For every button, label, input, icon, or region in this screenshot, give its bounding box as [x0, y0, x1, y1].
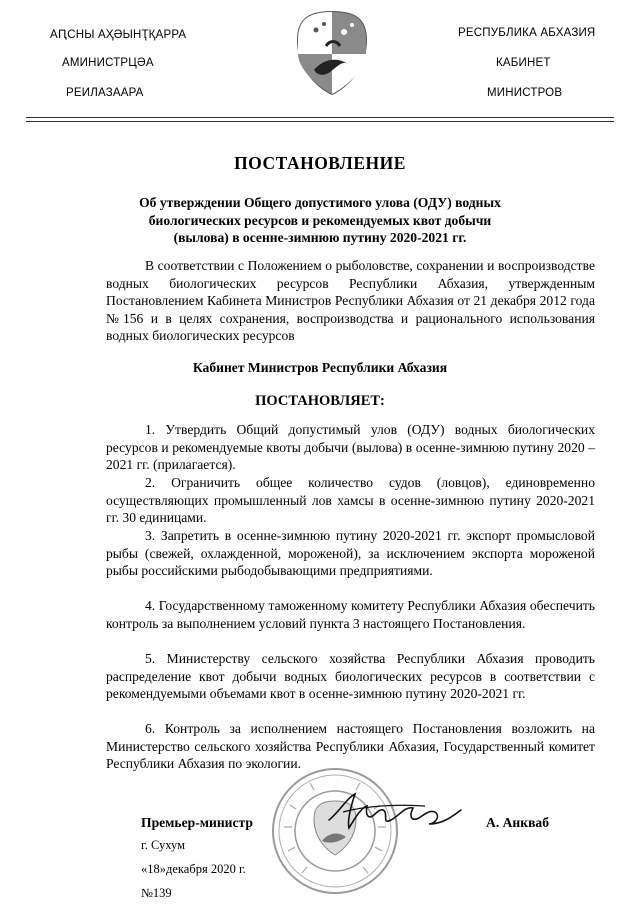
header-left-line-1: АԤСНЫ АҲӘЫНҬҚАРРА — [50, 29, 187, 41]
header-divider-thin — [26, 121, 614, 122]
handwritten-signature-icon — [325, 790, 465, 836]
document-date: «18»декабря 2020 г. — [141, 862, 246, 876]
header-right-line-1: РЕСПУБЛИКА АБХАЗИЯ — [458, 27, 596, 39]
subject-line-1: Об утверждении Общего допустимого улова (ОДУ) водных — [139, 195, 501, 210]
resolution-item-3: 3. Запретить в осенне-зимнюю путину 2020-2021 гг. экспорт промысловой рыбы (свежей, охлажденной, мороженой), за исключением экспорта мороженой рыбы российскими рыбодобывающими предприятиями. — [106, 528, 595, 578]
document-subject — [100, 194, 540, 247]
document-place: г. Сухум — [141, 838, 186, 852]
resolution-item-2: 2. Ограничить общее количество судов (ловцов), единовременно осуществляющих промышленный лов хамсы в осенне-зимнюю путину 2020-2021 гг. 30 единицами. — [106, 475, 595, 525]
resolves-heading: ПОСТАНОВЛЯЕТ: — [255, 393, 385, 409]
resolution-item-6: 6. Контроль за исполнением настоящего Постановления возложить на Министерство сельского хозяйства Республики Абхазия, Государственный комитет Республики Абхазия по экологии. — [106, 721, 595, 771]
issuing-authority: Кабинет Министров Республики Абхазия — [192, 360, 448, 375]
resolution-item-1: 1. Утвердить Общий допустимый улов (ОДУ) водных биологических ресурсов и рекомендуемые квоты добычи (вылова) в осенне-зимнюю путину 2020 – 2021 гг. (прилагается). — [106, 422, 595, 472]
header-left-line-3: РЕИЛАЗААРА — [66, 87, 144, 99]
state-emblem-icon — [296, 10, 368, 96]
header-divider — [26, 117, 614, 118]
header-left-line-2: АМИНИСТРЦӘА — [62, 57, 154, 69]
header-right-line-3: МИНИСТРОВ — [487, 87, 563, 99]
subject-line-2: биологических ресурсов и рекомендуемых квот добычи — [148, 212, 492, 228]
resolution-item-4: 4. Государственному таможенному комитету Республики Абхазия обеспечить контроль за выполнением условий пункта 3 настоящего Постановления. — [106, 598, 595, 631]
header-right-line-2: КАБИНЕТ — [496, 57, 551, 69]
preamble-paragraph: В соответствии с Положением о рыболовстве, сохранении и воспроизводстве водных биологических ресурсов Республики Абхазия, утвержденным Постановлением Кабинета Министров Республики Абхазия от 21 декабря 2012 года №156 и в целях сохранения, воспроизводства и рационального использования водных биологических ресурсов — [106, 258, 595, 343]
document-number: №139 — [141, 886, 172, 900]
document-title: ПОСТАНОВЛЕНИЕ — [234, 153, 406, 173]
signatory-role: Премьер-министр — [141, 815, 253, 830]
signatory-name: А. Анкваб — [486, 815, 550, 830]
subject-line-3: (вылова) в осенне-зимнюю путину 2020-2021 гг. — [173, 230, 467, 245]
resolution-item-5: 5. Министерству сельского хозяйства Республики Абхазия проводить распределение квот добычи водных биологических ресурсов в соответствии с рекомендуемыми объемами квот в осенне-зимнюю путину 2020-2021 гг. — [106, 651, 595, 701]
